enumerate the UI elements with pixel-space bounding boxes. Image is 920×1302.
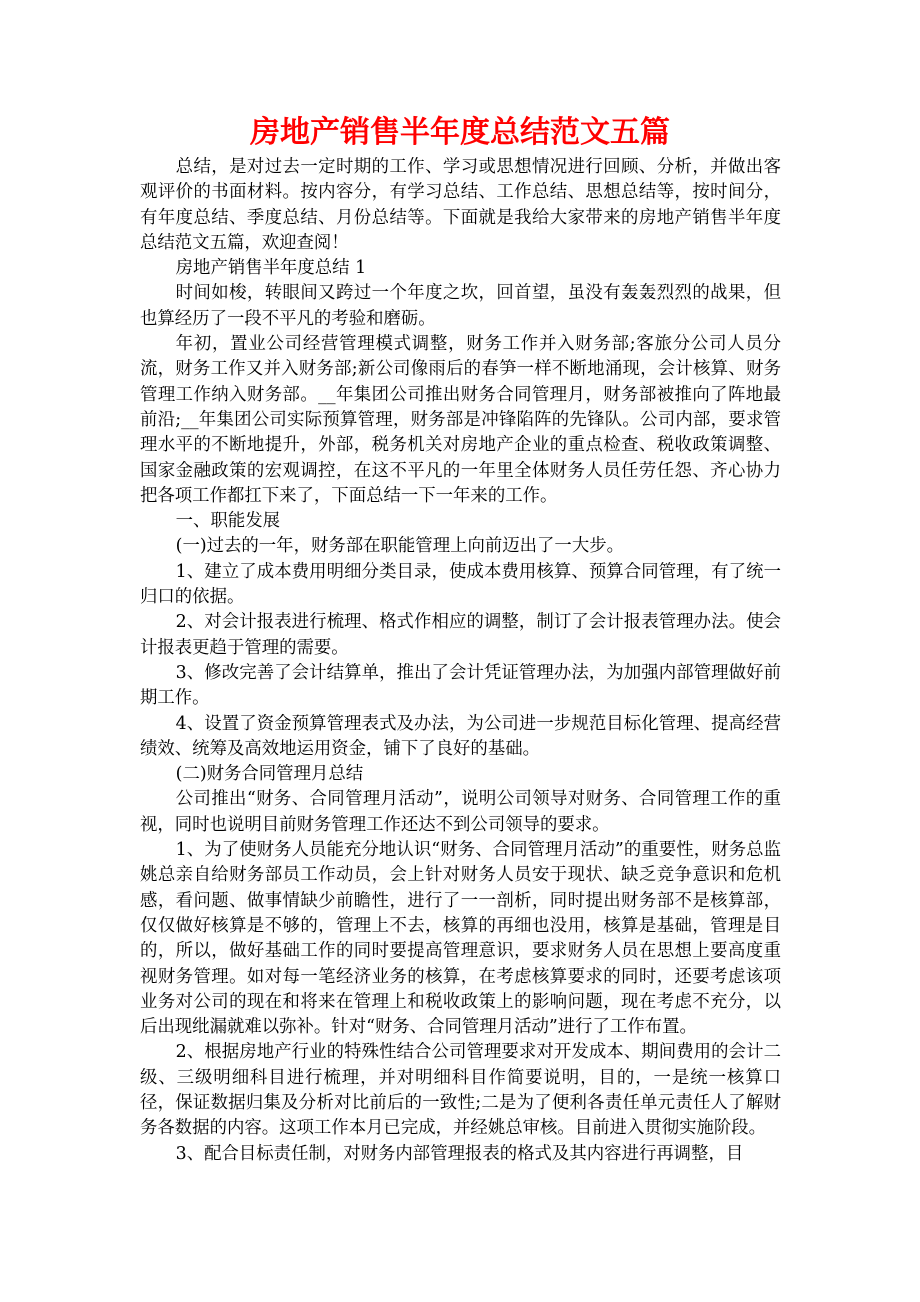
list-item: 3、修改完善了会计结算单，推出了会计凭证管理办法，为加强内部管理做好前期工作。 bbox=[140, 662, 781, 709]
subsection-heading: (一)过去的一年，财务部在职能管理上向前迈出了一大步。 bbox=[175, 536, 624, 557]
list-item: 3、配合目标责任制，对财务内部管理报表的格式及其内容进行再调整，目 bbox=[175, 1143, 744, 1164]
paragraph: 年初，置业公司经营管理模式调整，财务工作并入财务部;客旅分公司人员分流，财务工作又并入财务部;新公司像雨后的春笋一样不断地涌现，会计核算、财务管理工作纳入财务部。__年集团公司推出财务合同管理月，财务部被推向了阵地最前沿;__年集团公司实际预算管理，财务部是冲锋陷阵的先锋队。公司内部，要求管理水平的不断地提升，外部，税务机关对房地产企业的重点检查、税收政策调整、国家金融政策的宏观调控，在这不平凡的一年里全体财务人员任劳任怨、齐心协力把各项工作都扛下来了，下面总结一下一年来的工作。 bbox=[140, 334, 781, 506]
list-item: 2、对会计报表进行梳理、格式作相应的调整，制订了会计报表管理办法。使会计报表更趋于管理的需要。 bbox=[140, 612, 781, 658]
paragraph: 公司推出“财务、合同管理月活动”，说明公司领导对财务、合同管理工作的重视，同时也说明目前财务管理工作还达不到公司领导的要求。 bbox=[140, 789, 781, 835]
section-heading-function: 一、职能发展 bbox=[175, 511, 281, 532]
document-body bbox=[140, 155, 781, 1167]
paragraph: 时间如梭，转眼间又跨过一个年度之坎，回首望，虽没有轰轰烈烈的战果，但也算经历了一段不平凡的考验和磨砺。 bbox=[140, 283, 781, 329]
section-heading-summary-1: 房地产销售半年度总结 1 bbox=[175, 258, 367, 279]
paragraph-intro: 总结，是对过去一定时期的工作、学习或思想情况进行回顾、分析，并做出客观评价的书面材料。按内容分，有学习总结、工作总结、思想总结等，按时间分，有年度总结、季度总结、月份总结等。下面就是我给大家带来的房地产销售半年度总结范文五篇，欢迎查阅！ bbox=[140, 157, 781, 253]
list-item: 1、为了使财务人员能充分地认识“财务、合同管理月活动”的重要性，财务总监姚总亲自给财务部员工作动员，会上针对财务人员安于现状、缺乏竞争意识和危机感，看问题、做事情缺少前瞻性，进行了一一剖析，同时提出财务部不是核算部，仅仅做好核算是不够的，管理上不去，核算的再细也没用，核算是基础，管理是目的，所以，做好基础工作的同时要提高管理意识，要求财务人员在思想上要高度重视财务管理。如对每一笔经济业务的核算，在考虑核算要求的同时，还要考虑该项业务对公司的现在和将来在管理上和税收政策上的影响问题，现在考虑不充分，以后出现纰漏就难以弥补。针对“财务、合同管理月活动”进行了工作布置。 bbox=[140, 840, 781, 1038]
document-title: 房地产销售半年度总结范文五篇 bbox=[250, 115, 670, 150]
list-item: 4、设置了资金预算管理表式及办法，为公司进一步规范目标化管理、提高经营绩效、统筹及高效地运用资金，铺下了良好的基础。 bbox=[140, 713, 781, 759]
list-item: 1、建立了成本费用明细分类目录，使成本费用核算、预算合同管理，有了统一归口的依据。 bbox=[140, 561, 781, 608]
list-item: 2、根据房地产行业的特殊性结合公司管理要求对开发成本、期间费用的会计二级、三级明细科目进行梳理，并对明细科目作简要说明，目的，一是统一核算口径，保证数据归集及分析对比前后的一致性;二是为了便利各责任单元责任人了解财务各数据的内容。这项工作本月已完成，并经姚总审核。目前进入贯彻实施阶段。 bbox=[140, 1042, 781, 1139]
subsection-heading: (二)财务合同管理月总结 bbox=[175, 764, 364, 785]
